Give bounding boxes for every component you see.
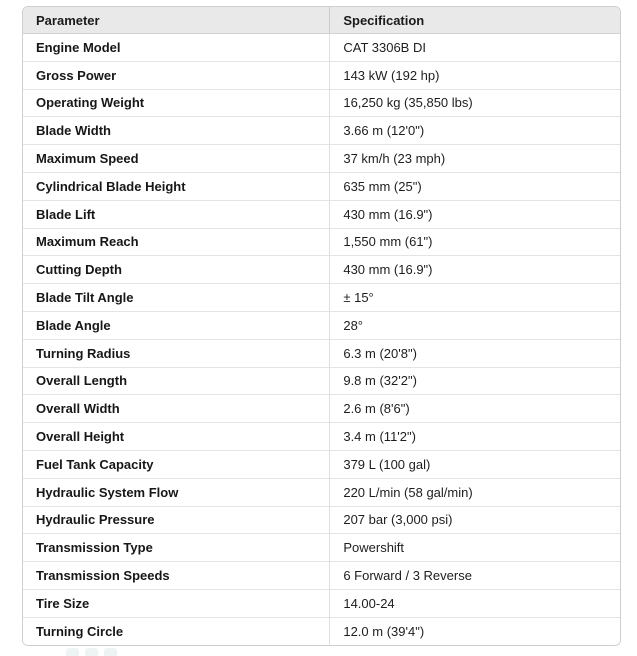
table-row	[23, 172, 620, 200]
specification-cell: ± 15°	[330, 284, 620, 312]
specification-cell: 28°	[330, 311, 620, 339]
parameter-cell: Blade Tilt Angle	[23, 284, 330, 312]
table-row	[23, 562, 620, 590]
specification-cell: 430 mm (16.9")	[330, 256, 620, 284]
table-row	[23, 395, 620, 423]
parameter-cell: Maximum Reach	[23, 228, 330, 256]
table-row	[23, 61, 620, 89]
parameter-cell: Operating Weight	[23, 89, 330, 117]
specification-cell: 14.00-24	[330, 589, 620, 617]
parameter-cell: Overall Length	[23, 367, 330, 395]
specification-cell: 220 L/min (58 gal/min)	[330, 478, 620, 506]
parameter-cell: Engine Model	[23, 34, 330, 62]
table-row	[23, 589, 620, 617]
specification-cell: 2.6 m (8'6")	[330, 395, 620, 423]
table-row	[23, 145, 620, 173]
parameter-cell: Overall Width	[23, 395, 330, 423]
table-row	[23, 534, 620, 562]
parameter-cell: Maximum Speed	[23, 145, 330, 173]
specification-cell: 1,550 mm (61")	[330, 228, 620, 256]
table-row	[23, 367, 620, 395]
specification-cell: 6.3 m (20'8")	[330, 339, 620, 367]
parameter-cell: Cutting Depth	[23, 256, 330, 284]
table-row	[23, 228, 620, 256]
parameter-cell: Transmission Type	[23, 534, 330, 562]
specification-cell: Powershift	[330, 534, 620, 562]
specification-cell: 143 kW (192 hp)	[330, 61, 620, 89]
table-row	[23, 617, 620, 644]
specification-cell: 430 mm (16.9")	[330, 200, 620, 228]
table-row	[23, 506, 620, 534]
cutoff-bottom-icons	[66, 648, 117, 656]
parameter-cell: Fuel Tank Capacity	[23, 450, 330, 478]
specification-cell: 635 mm (25")	[330, 172, 620, 200]
parameter-cell: Blade Angle	[23, 311, 330, 339]
specification-cell: 16,250 kg (35,850 lbs)	[330, 89, 620, 117]
parameter-cell: Hydraulic System Flow	[23, 478, 330, 506]
column-header-parameter: Parameter	[23, 7, 330, 34]
cutoff-icon	[104, 648, 117, 656]
table-row	[23, 117, 620, 145]
table-row	[23, 89, 620, 117]
table-header	[23, 7, 620, 34]
parameter-cell: Blade Lift	[23, 200, 330, 228]
specification-cell: 3.66 m (12'0")	[330, 117, 620, 145]
table-row	[23, 200, 620, 228]
table-row	[23, 339, 620, 367]
cutoff-icon	[66, 648, 79, 656]
table-row	[23, 34, 620, 62]
specification-cell: 9.8 m (32'2")	[330, 367, 620, 395]
table-row	[23, 311, 620, 339]
table-row	[23, 423, 620, 451]
specification-cell: 3.4 m (11'2")	[330, 423, 620, 451]
table-row	[23, 450, 620, 478]
parameter-cell: Cylindrical Blade Height	[23, 172, 330, 200]
specification-cell: 207 bar (3,000 psi)	[330, 506, 620, 534]
specifications-table-container	[22, 6, 621, 646]
specification-cell: 37 km/h (23 mph)	[330, 145, 620, 173]
parameter-cell: Turning Circle	[23, 617, 330, 644]
specification-cell: CAT 3306B DI	[330, 34, 620, 62]
parameter-cell: Tire Size	[23, 589, 330, 617]
parameter-cell: Overall Height	[23, 423, 330, 451]
parameter-cell: Blade Width	[23, 117, 330, 145]
specification-cell: 6 Forward / 3 Reverse	[330, 562, 620, 590]
table-row	[23, 256, 620, 284]
cutoff-icon	[85, 648, 98, 656]
table-body	[23, 34, 620, 645]
specification-cell: 12.0 m (39'4")	[330, 617, 620, 644]
parameter-cell: Gross Power	[23, 61, 330, 89]
table-row	[23, 478, 620, 506]
specifications-table	[23, 7, 620, 645]
parameter-cell: Hydraulic Pressure	[23, 506, 330, 534]
parameter-cell: Transmission Speeds	[23, 562, 330, 590]
column-header-specification: Specification	[330, 7, 620, 34]
table-row	[23, 284, 620, 312]
parameter-cell: Turning Radius	[23, 339, 330, 367]
header-row	[23, 7, 620, 34]
specification-cell: 379 L (100 gal)	[330, 450, 620, 478]
